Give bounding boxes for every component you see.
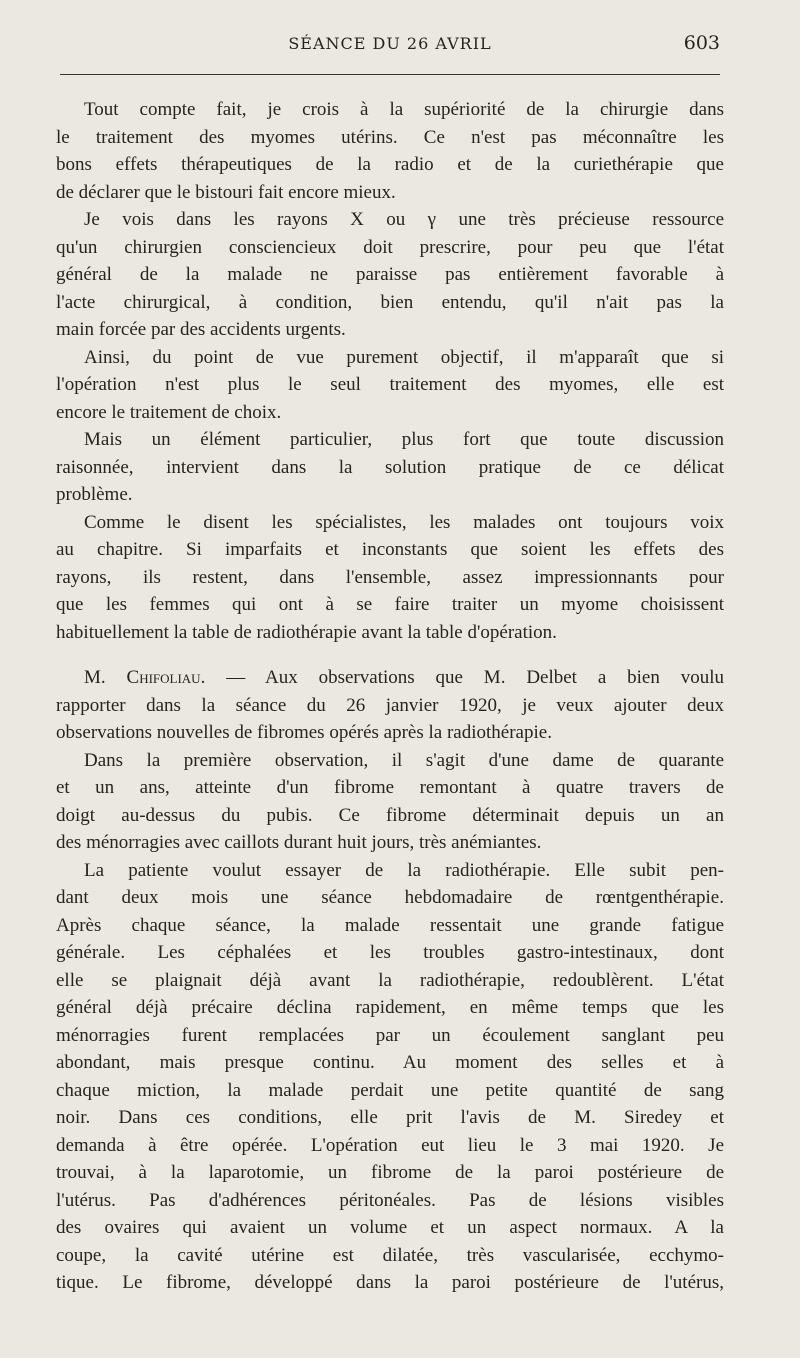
text-line: général de la malade ne paraisse pas entièrement favorable à: [56, 264, 724, 285]
text-line: abondant, mais presque continu. Au moment des selles et à: [56, 1052, 724, 1073]
text-line: observations nouvelles de fibromes opérés après la radiothérapie.: [56, 722, 552, 743]
paragraph-3: [56, 344, 724, 427]
text-line: au chapitre. Si imparfaits et inconstants que soient les effets des: [56, 539, 724, 560]
header-rule: [60, 74, 720, 75]
running-title: SÉANCE DU 26 AVRIL: [288, 34, 492, 53]
text-line: Tout compte fait, je crois à la supériorité de la chirurgie dans: [84, 99, 724, 120]
text-line: main forcée par des accidents urgents.: [56, 319, 346, 340]
text-line: chaque miction, la malade perdait une petite quantité de sang: [56, 1079, 724, 1101]
paragraph-2: [56, 206, 724, 344]
text-line: Dans la première observation, il s'agit d'une dame de quarante: [84, 749, 724, 771]
text-line: générale. Les céphalées et les troubles gastro-intestinaux, dont: [56, 942, 724, 963]
page-number: 603: [683, 32, 720, 54]
text-line: que les femmes qui ont à se faire traiter un myome choisissent: [56, 594, 724, 615]
paragraph-7: [56, 747, 724, 857]
text-line: Après chaque séance, la malade ressentait une grande fatigue: [56, 914, 724, 936]
page-body: [56, 96, 724, 1297]
text-line: doigt au-dessus du pubis. Ce fibrome déterminait depuis un an: [56, 804, 724, 826]
speaker-prefix: M.: [84, 667, 127, 688]
text-line: elle se plaignait déjà avant la radiothérapie, redoublèrent. L'état: [56, 969, 724, 991]
text-line: l'acte chirurgical, à condition, bien entendu, qu'il n'ait pas la: [56, 291, 724, 313]
paragraph-8: [56, 857, 724, 1297]
text-line: raisonnée, intervient dans la solution pratique de ce délicat: [56, 456, 724, 478]
paragraph-1: [56, 96, 724, 206]
text-line: bons effets thérapeutiques de la radio et de la curiethérapie que: [56, 154, 724, 175]
text-line: des ménorragies avec caillots durant huit jours, très anémiantes.: [56, 832, 542, 853]
text-line: l'utérus. Pas d'adhérences péritonéales. Pas de lésions visibles: [56, 1189, 724, 1211]
text-line: de déclarer que le bistouri fait encore mieux.: [56, 181, 396, 203]
text-line: demanda à être opérée. L'opération eut lieu le 3 mai 1920. Je: [56, 1134, 724, 1156]
text-line: des ovaires qui avaient un volume et un aspect normaux. A la: [56, 1217, 724, 1238]
text-line: qu'un chirurgien consciencieux doit prescrire, pour peu que l'état: [56, 236, 724, 258]
text-line: coupe, la cavité utérine est dilatée, très vascularisée, ecchymo-: [56, 1244, 724, 1266]
text-line: général déjà précaire déclina rapidement, en même temps que les: [56, 997, 724, 1018]
paragraph-4: [56, 426, 724, 509]
running-head: [0, 34, 800, 58]
text-line: Comme le disent les spécialistes, les malades ont toujours voix: [84, 511, 724, 533]
paragraph-6: [56, 664, 724, 747]
text-line: [56, 664, 724, 692]
text-line: trouvai, à la laparotomie, un fibrome de la paroi postérieure de: [56, 1162, 724, 1183]
text-line: problème.: [56, 484, 133, 505]
speaker-text: . — Aux observations que M. Delbet a bien voulu: [200, 667, 724, 688]
text-line: le traitement des myomes utérins. Ce n'est pas méconnaître les: [56, 126, 724, 148]
speaker-name: Chifoliau: [126, 667, 201, 688]
text-line: La patiente voulut essayer de la radiothérapie. Elle subit pen-: [84, 859, 724, 881]
text-line: noir. Dans ces conditions, elle prit l'avis de M. Siredey et: [56, 1107, 724, 1128]
text-line: Ainsi, du point de vue purement objectif, il m'apparaît que si: [84, 346, 724, 368]
paragraph-5: [56, 509, 724, 647]
text-line: encore le traitement de choix.: [56, 401, 282, 423]
text-line: ménorragies furent remplacées par un écoulement sanglant peu: [56, 1024, 724, 1046]
text-line: rapporter dans la séance du 26 janvier 1920, je veux ajouter deux: [56, 694, 724, 716]
text-line: rayons, ils restent, dans l'ensemble, assez impressionnants pour: [56, 566, 724, 588]
text-line: habituellement la table de radiothérapie avant la table d'opération.: [56, 621, 557, 643]
text-line: l'opération n'est plus le seul traitement des myomes, elle est: [56, 374, 724, 395]
text-line: Mais un élément particulier, plus fort que toute discussion: [84, 429, 724, 450]
section-gap: [56, 646, 724, 664]
text-line: et un ans, atteinte d'un fibrome remontant à quatre travers de: [56, 777, 724, 798]
text-line: dant deux mois une séance hebdomadaire de rœntgenthérapie.: [56, 887, 724, 908]
text-line: tique. Le fibrome, développé dans la paroi postérieure de l'utérus,: [56, 1272, 724, 1293]
text-line: Je vois dans les rayons X ou γ une très précieuse ressource: [84, 209, 724, 230]
